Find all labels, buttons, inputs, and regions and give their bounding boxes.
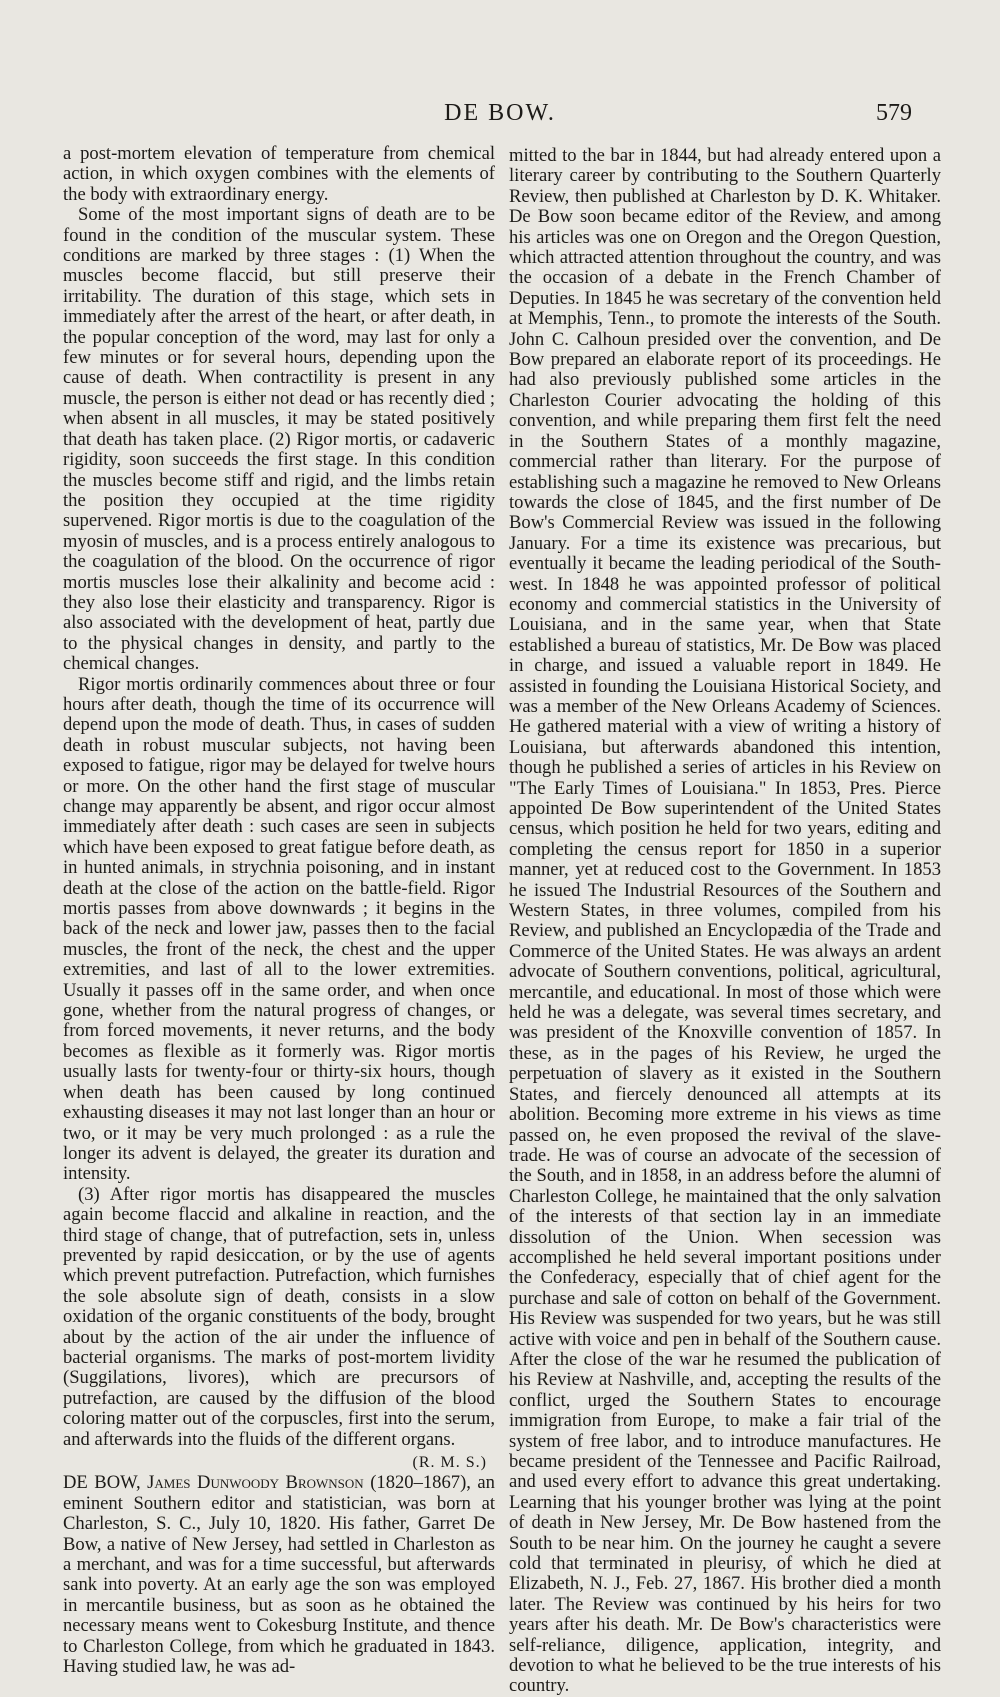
paragraph: Some of the most important signs of death are to be found in the condition of the muscular system. These conditions are marked by three stages : (1) When the muscles become flaccid, but still preserve their irritability. The duration of this stage, which sets in immediately after the arrest of the heart, or after death, in the popular conception of the word, may last for only a few minutes or for several hours, depending upon the cause of death. When contractility is present in any muscle, the person is either not dead or has recently died ; when absent in all muscles, it may be stated positively that death has taken place. (2) Rigor mortis, or cadaveric rigidity, soon succeeds the first stage. In this condition the muscles become stiff and rigid, and the limbs retain the position they occupied at the time rigidity supervened. Rigor mortis is due to the coagulation of the myosin of muscles, and is a process entirely analogous to the coagulation of the blood. On the occurrence of rigor mortis muscles lose their alkalinity and become acid : they also lose their elasticity and transparency. Rigor is also associated with the development of heat, partly due to the physical changes in density, and partly to the chemical changes.: [63, 204, 495, 675]
right-column: [509, 146, 941, 1697]
paragraph: mitted to the bar in 1844, but had already entered upon a literary career by contributing to the Southern Quarterly Review, then published at Charleston by D. K. Whitaker. De Bow soon became editor of the Review, and among his articles was one on Oregon and the Oregon Question, which attracted attention throughout the country, and was the occasion of a debate in the French Chamber of Deputies. In 1845 he was secretary of the convention held at Memphis, Tenn., to promote the interests of the South. John C. Calhoun presided over the convention, and De Bow prepared an elaborate report of its proceedings. He had also previously published some articles in the Charleston Courier advocating the holding of this convention, and while preparing them first felt the need in the Southern States of a monthly magazine, commercial rather than literary. For the purpose of establishing such a magazine he removed to New Orleans towards the close of 1845, and the first number of De Bow's Commercial Review was issued in the following January. For a time its existence was precarious, but eventually it became the leading periodical of the South-west. In 1848 he was appointed professor of political economy and commercial statistics in the University of Louisiana, and in the same year, when that State established a bureau of statistics, Mr. De Bow was placed in charge, and issued a valuable report in 1849. He assisted in founding the Louisiana Historical Society, and was a member of the New Orleans Academy of Sciences. He gathered material with a view of writing a history of Louisiana, but afterwards abandoned this intention, though he published a series of articles in his Review on "The Early Times of Louisiana." In 1853, Pres. Pierce appointed De Bow superintendent of the United States census, which position he held for two years, editing and completing the census report for 1850 in a superior manner, yet at reduced cost to the Government. In 1853 he issued The Industrial Resources of the Southern and Western States, in three volumes, compiled from his Review, and published an Encyclopædia of the Trade and Commerce of the United States. He was always an ardent advocate of Southern conventions, political, agricultural, mercantile, and educational. In most of those which were held he was a delegate, was several times secretary, and was president of the Knoxville convention of 1857. In these, as in the pages of his Review, he urged the perpetuation of slavery as it existed in the Southern States, and fiercely denounced all attempts at its abolition. Becoming more extreme in his views as time passed on, he even proposed the revival of the slave-trade. He was of course an advocate of the secession of the South, and in 1858, in an address before the alumni of Charleston College, he maintained that the only salvation of the interests of that section lay in an immediate dissolution of the Union. When secession was accomplished he held several important positions under the Confederacy, especially that of chief agent for the purchase and sale of cotton on behalf of the Government. His Review was suspended for two years, but he was still active with voice and pen in behalf of the Southern cause. After the close of the war he resumed the publication of his Review at Nashville, and, accepting the results of the conflict, urged the Southern States to encourage immigration from Europe, to make a fair trial of the system of free labor, and to introduce manufactures. He became president of the Tennessee and Pacific Railroad, and used every effort to advance this great undertaking. Learning that his younger brother was lying at the point of death in New Jersey, Mr. De Bow hastened from the South to be near him. On the journey he caught a severe cold that terminated in pleurisy, of which he died at Elizabeth, N. J., Feb. 27, 1867. His brother died a month later. The Review was continued by his heirs for two years after his death. Mr. De Bow's characteristics were self-reliance, diligence, application, integrity, and devotion to what he believed to be the true interests of his country.: [509, 145, 941, 1697]
running-title: DE BOW.: [444, 100, 556, 126]
paragraph: (3) After rigor mortis has disappeared the muscles again become flaccid and alkaline in reaction, and the third stage of change, that of putrefaction, sets in, unless prevented by rapid desiccation, or by the use of agents which prevent putrefaction. Putrefaction, which furnishes the sole absolute sign of death, consists in a slow oxidation of the organic constituents of the body, brought about by the action of the air under the influence of bacterial organisms. The marks of post-mortem lividity (Suggilations, livores), which are precursors of putrefaction, are caused by the diffusion of the blood coloring matter out of the corpuscles, first into the serum, and afterwards into the fluids of the different organs.: [63, 1183, 495, 1450]
author-signature: (R. M. S.): [412, 1454, 487, 1471]
page-number: 579: [876, 100, 912, 126]
entry-text: (1820–1867), an eminent Southern editor and statistician, was born at Charleston, S. C., July 10, 1820. His father, Garret De Bow, a native of New Jersey, had settled in Charleston as a merchant, and was for a time successful, but afterwards sank into poverty. At an early age the son was employed in mercantile business, but as soon as he obtained the necessary means went to Cokesburg Institute, and thence to Charleston College, from which he graduated in 1843. Having studied law, he was ad-: [63, 1472, 495, 1678]
entry-headword: DE BOW,: [63, 1472, 141, 1494]
left-column: [63, 144, 495, 1677]
paragraph: a post-mortem elevation of temperature from chemical action, in which oxygen combines with the elements of the body with extraordinary energy.: [63, 143, 495, 205]
entry-paragraph: [63, 1473, 495, 1677]
paragraph: Rigor mortis ordinarily commences about three or four hours after death, though the time of its occurrence will depend upon the mode of death. Thus, in cases of sudden death in robust muscular subjects, not having been exposed to fatigue, rigor may be delayed for twelve hours or more. On the other hand the first stage of muscular change may apparently be absent, and rigor occur almost immediately after death : such cases are seen in subjects which have been exposed to great fatigue before death, as in hunted animals, in strychnia poisoning, and in instant death at the close of the action on the battle-field. Rigor mortis passes from above downwards ; it begins in the back of the neck and lower jaw, passes then to the facial muscles, the front of the neck, the chest and the upper extremities, and last of all to the lower extremities. Usually it passes off in the same order, and when once gone, whether from the natural progress of changes, or from forced movements, it never returns, and the body becomes as flexible as it formerly was. Rigor mortis usually lasts for twenty-four or thirty-six hours, though when death has been caused by long continued exhausting diseases it may not last longer than an hour or two, or it may be very much prolonged : as a rule the longer its advent is delayed, the greater its duration and intensity.: [63, 673, 495, 1185]
entry-name: James Dunwoody Brownson: [147, 1472, 364, 1494]
